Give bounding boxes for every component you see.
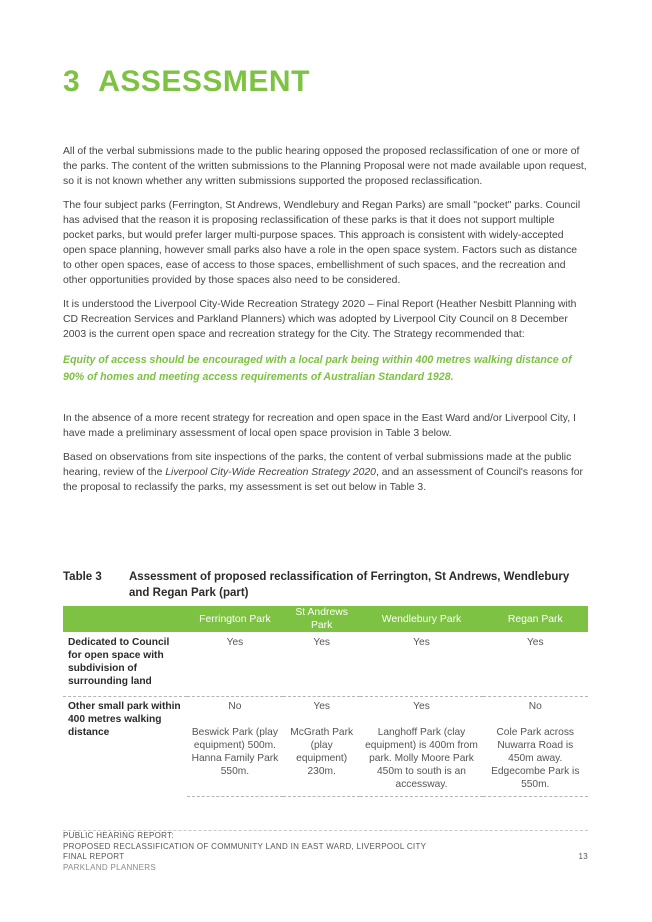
assessment-table: [63, 606, 588, 797]
strategy-quote: Equity of access should be encouraged with a local park being within 400 metres walking distance of 90% of homes and meeting access requirements of Australian Standard 1928.: [63, 354, 572, 383]
table-cell: Yes: [526, 637, 544, 648]
table-cell: [283, 697, 361, 727]
table-row: [63, 697, 588, 727]
footer-row: [63, 852, 588, 863]
table-cell: Beswick Park (play equipment) 500m. Hanna Family Park 550m.: [187, 726, 283, 797]
footer-line: FINAL REPORT: [63, 852, 125, 861]
table-cell: [187, 697, 283, 727]
answer-value: Yes: [313, 701, 330, 712]
paragraph-1: All of the verbal submissions made to the public hearing opposed the proposed reclassification of one or more of the parks. The content of the written submissions to the Planning Proposal were not made available upon request, so it is not known whether any written submissions supported the proposed reclassification.: [63, 146, 587, 187]
table-cell: Yes: [313, 637, 330, 648]
header-blank-cell: [63, 606, 187, 632]
table-label: Table 3: [63, 571, 102, 583]
paragraph-5: [63, 450, 588, 495]
table-cell: McGrath Park (play equipment) 230m.: [283, 726, 361, 797]
footer-line: PROPOSED RECLASSIFICATION OF COMMUNITY LAND IN EAST WARD, LIVERPOOL CITY: [63, 841, 427, 851]
page-footer: [63, 830, 588, 873]
row-header: Dedicated to Council for open space with subdivision of surrounding land: [68, 637, 170, 687]
column-header: Ferrington Park: [187, 606, 283, 632]
table-caption-text: Assessment of proposed reclassification of Ferrington, St Andrews, Wendlebury and Regan Park (part): [129, 571, 570, 599]
table-cell: [360, 697, 482, 727]
paragraph-5-start: Based on observations from site inspections of the parks, the content of verbal submissions made at the public hearing, review of the: [63, 452, 572, 478]
section-number: 3: [63, 65, 81, 98]
section-title: ASSESSMENT: [98, 65, 310, 98]
column-header: Wendlebury Park: [360, 606, 482, 632]
paragraph-3: It is understood the Liverpool City-Wide Recreation Strategy 2020 – Final Report (Heather Nesbitt Planning with CD Recreation Services and Parkland Planners) which was adopted by Liverpool City Council on 8 December 2003 is the current open space and recreation strategy for the City. The Strategy recommended that:: [63, 299, 577, 340]
table-cell: Langhoff Park (clay equipment) is 400m from park. Molly Moore Park 450m to south is an accessway.: [360, 726, 482, 797]
table-cell: Yes: [413, 637, 430, 648]
section-heading: [63, 64, 310, 100]
table-caption: [63, 569, 588, 601]
answer-value: No: [528, 701, 542, 712]
table-cell: Yes: [226, 637, 244, 648]
answer-value: Yes: [413, 701, 430, 712]
paragraph-5-end: , and an assessment of Council's reasons for the proposal to reclassify the parks, my assessment is set out below in Table 3.: [63, 467, 583, 493]
strategy-title: Liverpool City-Wide Recreation Strategy 2020: [165, 467, 376, 478]
column-header: Regan Park: [483, 606, 589, 632]
footer-line: PUBLIC HEARING REPORT:: [63, 831, 174, 840]
table-row: [63, 632, 588, 697]
answer-value: No: [228, 701, 242, 712]
table-header-row: [63, 606, 588, 632]
row-header: Other small park within 400 metres walking distance: [63, 697, 187, 797]
table-cell: [483, 697, 589, 727]
paragraph-4: In the absence of a more recent strategy for recreation and open space in the East Ward and/or Liverpool City, I have made a preliminary assessment of local open space provision in Table 3 below.: [63, 413, 576, 439]
table-cell: Cole Park across Nuwarra Road is 450m away. Edgecombe Park is 550m.: [483, 726, 589, 797]
footer-org: PARKLAND PLANNERS: [63, 862, 156, 872]
page-number: 13: [578, 852, 588, 861]
paragraph-2: The four subject parks (Ferrington, St Andrews, Wendlebury and Regan Parks) are small "pocket" parks. Council has advised that the reason it is proposing reclassification of these parks is that it does not support multiple pocket parks, but would prefer larger multi-purpose spaces. This approach is consistent with widely-accepted open space planning, however small parks also have a role in the open space system. Factors such as distance to other open spaces, ease of access to those spaces, embellishment of such spaces, and the recreation and other opportunities provided by those spaces also need to be considered.: [63, 200, 581, 286]
column-header: St Andrews Park: [283, 606, 361, 632]
body-text: [63, 144, 588, 504]
